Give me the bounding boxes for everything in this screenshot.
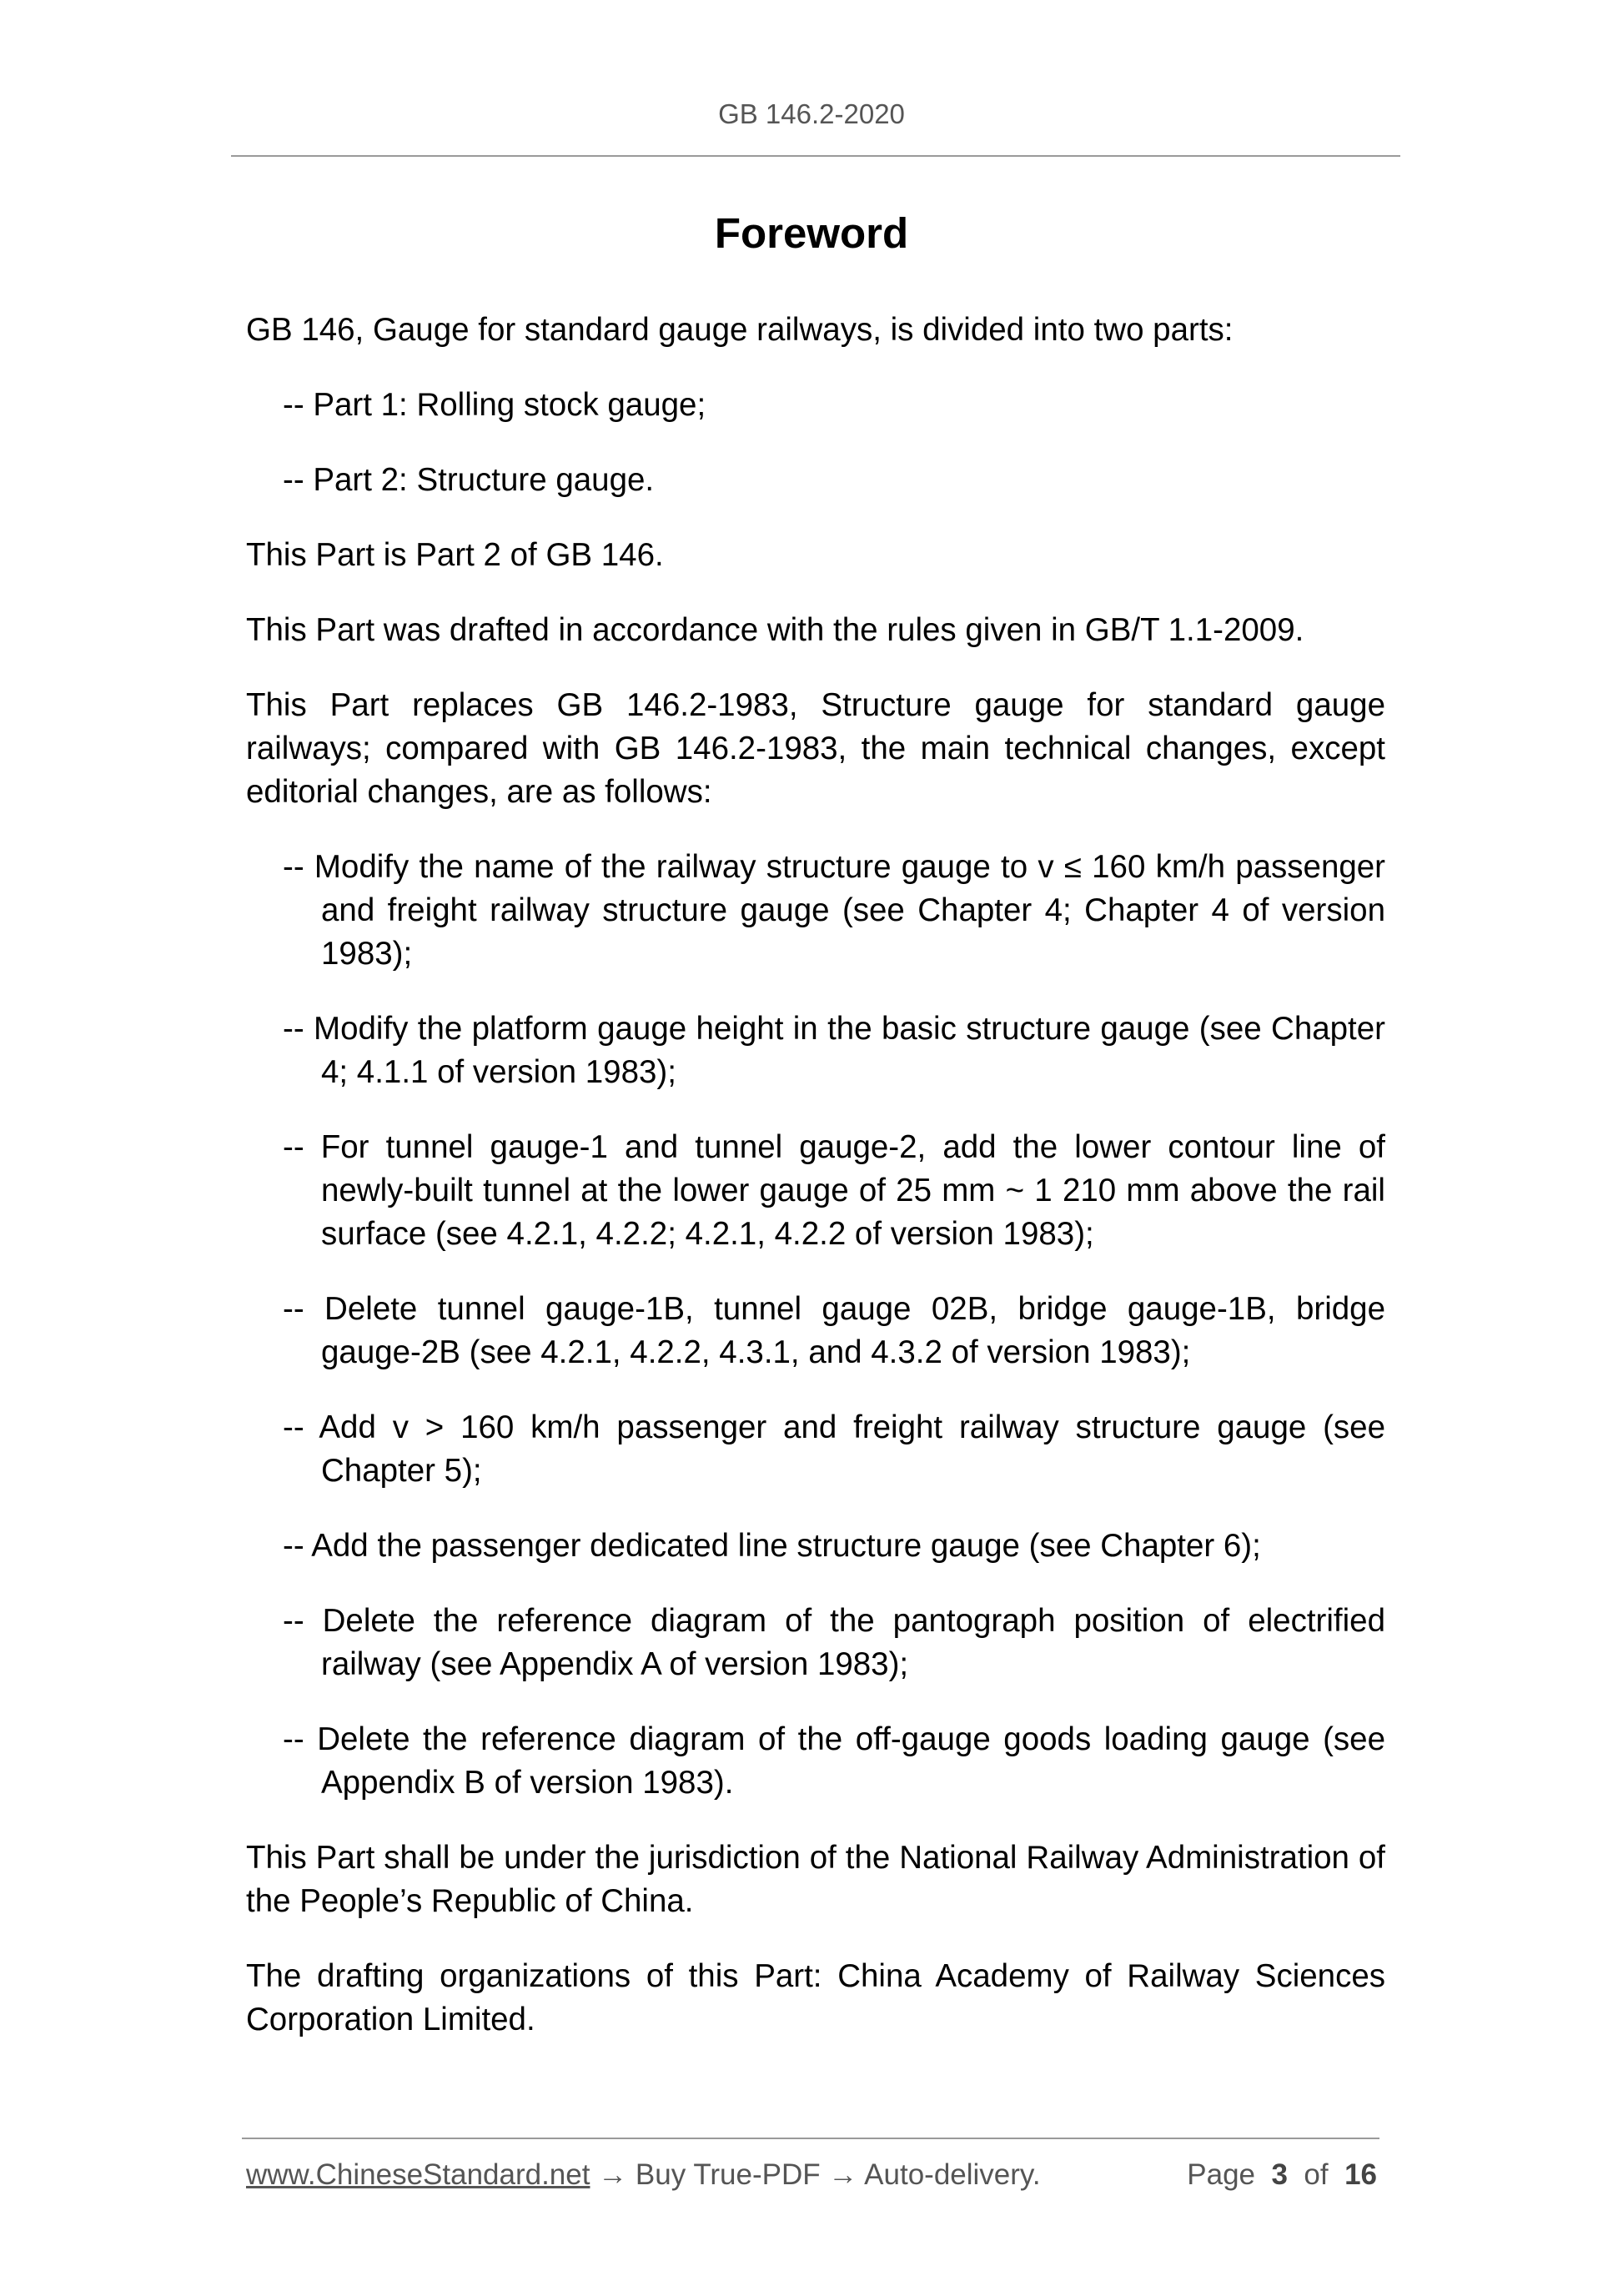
intro-paragraph: GB 146, Gauge for standard gauge railways, is divided into two parts: (246, 312, 1234, 348)
document-code-header: GB 146.2-2020 (718, 98, 905, 129)
promo-text: → Buy True-PDF → Auto-delivery. (590, 2158, 1041, 2191)
this-part-paragraph: This Part is Part 2 of GB 146. (246, 537, 664, 573)
header-divider (231, 155, 1400, 157)
change-item: -- Add the passenger dedicated line structure gauge (see Chapter 6); (283, 1528, 1261, 1564)
of-word: of (1304, 2158, 1329, 2191)
change-item: -- Delete the reference diagram of the off-gauge goods loading gauge (see Appendix B of version 1983). (283, 1721, 1385, 1801)
footer-promo (246, 2158, 1041, 2192)
current-page-number: 3 (1271, 2158, 1288, 2191)
page-indicator (1187, 2158, 1377, 2192)
part-1-item: -- Part 1: Rolling stock gauge; (283, 387, 706, 423)
page-title: Foreword (714, 209, 909, 257)
total-pages-number: 16 (1344, 2158, 1377, 2191)
change-item: -- Add v > 160 km/h passenger and freight railway structure gauge (see Chapter 5); (283, 1409, 1385, 1489)
page-word: Page (1187, 2158, 1256, 2191)
jurisdiction-paragraph: This Part shall be under the jurisdiction of the National Railway Administration of the People’s Republic of China. (246, 1840, 1385, 1919)
change-item: -- Modify the name of the railway structure gauge to v ≤ 160 km/h passenger and freight railway structure gauge (see Chapter 4; Chapter 4 of version 1983); (283, 849, 1385, 972)
change-item: -- For tunnel gauge-1 and tunnel gauge-2, add the lower contour line of newly-built tunnel at the lower gauge of 25 mm ~ 1 210 mm above the rail surface (see 4.2.1, 4.2.2; 4.2.1, 4.2.2 of version 1983); (283, 1129, 1385, 1252)
changes-list (246, 846, 1385, 1805)
replaces-paragraph: This Part replaces GB 146.2-1983, Structure gauge for standard gauge railways; compared with GB 146.2-1983, the main technical changes, except editorial changes, are as follows: (246, 687, 1385, 810)
footer-divider (242, 2138, 1379, 2139)
document-body (246, 309, 1385, 2073)
change-item: -- Delete the reference diagram of the pantograph position of electrified railway (see Appendix A of version 1983); (283, 1603, 1385, 1682)
website-link[interactable]: www.ChineseStandard.net (246, 2158, 590, 2191)
drafting-organizations-paragraph: The drafting organizations of this Part: China Academy of Railway Sciences Corporation Limited. (246, 1958, 1385, 2037)
part-2-item: -- Part 2: Structure gauge. (283, 462, 655, 498)
change-item: -- Modify the platform gauge height in the basic structure gauge (see Chapter 4; 4.1.1 of version 1983); (283, 1011, 1385, 1090)
drafted-paragraph: This Part was drafted in accordance with the rules given in GB/T 1.1-2009. (246, 612, 1304, 648)
change-item: -- Delete tunnel gauge-1B, tunnel gauge 02B, bridge gauge-1B, bridge gauge-2B (see 4.2.1, 4.2.2, 4.3.1, and 4.3.2 of version 1983); (283, 1291, 1385, 1370)
